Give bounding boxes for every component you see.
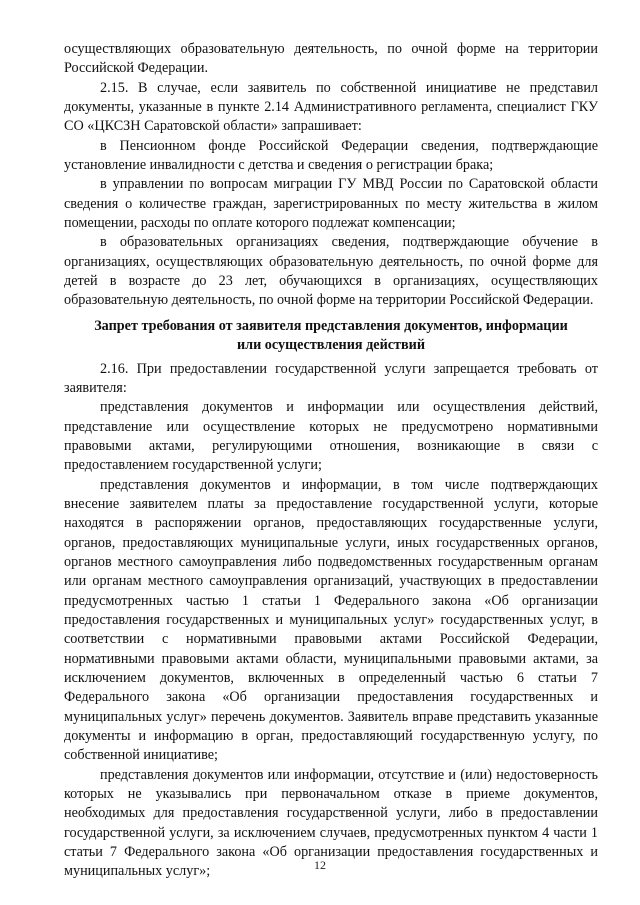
paragraph-item-documents: представления документов и информации, в том числе подтверждающих внесение заявителем платы за предоставление государственной услуги, которые находятся в распоряжении органов, предоставляющих государственные услуги, органов, предоставляющих муниципальные услуги, иных государственных органов, органов местного самоуправления либо подведомственных государственным органам или органам местного самоуправления организаций, участвующих в предоставлении предусмотренных частью 1 статьи 1 Федерального закона «Об организации предоставления государственных и муниципальных услуг» государственных услуг, в соответствии с нормативными правовыми актами Российской Федерации, нормативными правовыми актами области, муниципальными правовыми актами, за исключением документов, включенных в определенный частью 6 статьи 7 Федерального закона «Об организации предоставления государственных и муниципальных услуг» перечень документов. Заявитель вправе представить указанные документы и информацию в орган, предоставляющий государственную услугу, по собственной инициативе; [64,476,598,764]
paragraph-migration: в управлении по вопросам миграции ГУ МВД России по Саратовской области сведения о количестве граждан, зарегистрированных по месту жительства в жилом помещении, расходы по оплате которого подлежат компенсации; [64,176,598,232]
paragraph-2-16: 2.16. При предоставлении государственной услуги запрещается требовать от заявителя: [64,360,598,396]
paragraph-2-15: 2.15. В случае, если заявитель по собственной инициативе не представил документы, указанные в пункте 2.14 Административного регламента, специалист ГКУ СО «ЦКСЗН Саратовской области» запрашивает: [64,79,598,135]
paragraph-pension-fund: в Пенсионном фонде Российской Федерации сведения, подтверждающие установление инвалидности с детства и сведения о регистрации брака; [64,137,598,174]
paragraph-continuation: осуществляющих образовательную деятельность, по очной форме на территории Российской Федерации. [64,41,598,77]
paragraph-education: в образовательных организациях сведения, подтверждающие обучение в организациях, осуществляющих образовательную деятельность, по очной форме для детей в возрасте до 23 лет, обучающихся в организациях, осуществляющих образовательную деятельность, по очной форме на территории Российской Федерации. [64,234,598,309]
page-number: 12 [314,858,326,872]
document-page [64,40,598,882]
section-heading [64,317,598,356]
section-heading-line-1: Запрет требования от заявителя представления документов, информации [94,317,568,334]
paragraph-item-actions: представления документов и информации или осуществления действий, представление или осуществление которых не предусмотрено нормативными правовыми актами, регулирующими отношения, возникающие в связи с предоставлением государственной услуги; [64,399,598,474]
section-heading-line-2: или осуществления действий [236,337,426,354]
paragraph-item-refusal: представления документов или информации, отсутствие и (или) недостоверность которых не указывались при первоначальном отказе в приеме документов, необходимых для предоставления государственной услуги, либо в предоставлении государственной услуги, за исключением случаев, предусмотренных пунктом 4 части 1 статьи 7 Федерального закона «Об организации предоставления государственных и муниципальных услуг»; [64,766,598,880]
